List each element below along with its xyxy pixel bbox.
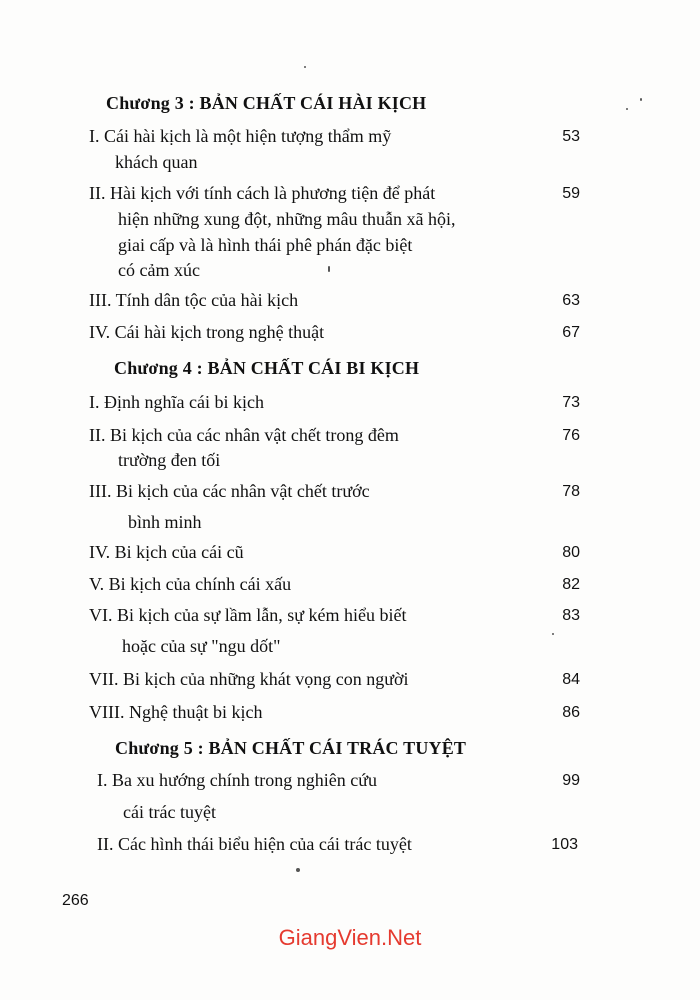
toc-entry-line: trường đen tối bbox=[118, 450, 221, 470]
toc-entry-line: có cảm xúc bbox=[118, 260, 200, 280]
toc-entry-line: khách quan bbox=[115, 152, 198, 172]
toc-page-number: 59 bbox=[562, 185, 580, 202]
page-number: 266 bbox=[62, 892, 89, 909]
scan-speck bbox=[328, 266, 330, 272]
chapter-heading: Chương 5 : BẢN CHẤT CÁI TRÁC TUYỆT bbox=[115, 738, 467, 758]
toc-entry-line: I. Cái hài kịch là một hiện tượng thẩm mỹ bbox=[89, 126, 392, 146]
toc-entry-line: II. Hài kịch với tính cách là phương tiện để phát bbox=[89, 183, 436, 203]
toc-page-number: 53 bbox=[562, 128, 580, 145]
toc-entry-line: IV. Cái hài kịch trong nghệ thuật bbox=[89, 322, 325, 342]
toc-page-number: 78 bbox=[562, 483, 580, 500]
toc-entry-line: VII. Bi kịch của những khát vọng con người bbox=[89, 669, 409, 689]
toc-page-number: 80 bbox=[562, 544, 580, 561]
toc-page-number: 73 bbox=[562, 394, 580, 411]
toc-entry-line: I. Ba xu hướng chính trong nghiên cứu bbox=[97, 770, 377, 790]
toc-page-number: 84 bbox=[562, 671, 580, 688]
toc-entry-line: V. Bi kịch của chính cái xấu bbox=[89, 574, 292, 594]
toc-page-number: 67 bbox=[562, 324, 580, 341]
toc-entry-line: I. Định nghĩa cái bi kịch bbox=[89, 392, 264, 412]
scan-speck bbox=[296, 868, 300, 872]
toc-entry-line: III. Bi kịch của các nhân vật chết trước bbox=[89, 481, 370, 501]
toc-entry-line: cái trác tuyệt bbox=[123, 802, 216, 822]
toc-page-number: 103 bbox=[551, 836, 578, 853]
scan-speck bbox=[552, 633, 554, 635]
toc-entry-line: giai cấp và là hình thái phê phán đặc biệt bbox=[118, 235, 413, 255]
toc-entry-line: III. Tính dân tộc của hài kịch bbox=[89, 290, 299, 310]
toc-page-number: 83 bbox=[562, 607, 580, 624]
toc-entry-line: II. Các hình thái biểu hiện của cái trác tuyệt bbox=[97, 834, 412, 854]
toc-page-number: 86 bbox=[562, 704, 580, 721]
chapter-heading: Chương 3 : BẢN CHẤT CÁI HÀI KỊCH bbox=[106, 93, 427, 113]
chapter-heading: Chương 4 : BẢN CHẤT CÁI BI KỊCH bbox=[114, 358, 420, 378]
watermark-link[interactable]: GiangVien.Net bbox=[278, 925, 422, 950]
scan-speck bbox=[626, 108, 628, 110]
toc-entry-line: II. Bi kịch của các nhân vật chết trong đêm bbox=[89, 425, 399, 445]
scan-speck bbox=[304, 66, 306, 68]
toc-page-number: 82 bbox=[562, 576, 580, 593]
scan-speck bbox=[640, 98, 642, 101]
toc-entry-line: IV. Bi kịch của cái cũ bbox=[89, 542, 244, 562]
toc-entry-line: VIII. Nghệ thuật bi kịch bbox=[89, 702, 263, 722]
toc-entry-line: bình minh bbox=[128, 512, 202, 532]
toc-page-number: 76 bbox=[562, 427, 580, 444]
toc-page-number: 99 bbox=[562, 772, 580, 789]
toc-entry-line: hiện những xung đột, những mâu thuẫn xã hội, bbox=[118, 209, 456, 229]
toc-entry-line: hoặc của sự "ngu dốt" bbox=[122, 636, 281, 656]
toc-page-number: 63 bbox=[562, 292, 580, 309]
toc-entry-line: VI. Bi kịch của sự lầm lẫn, sự kém hiểu biết bbox=[89, 605, 407, 625]
